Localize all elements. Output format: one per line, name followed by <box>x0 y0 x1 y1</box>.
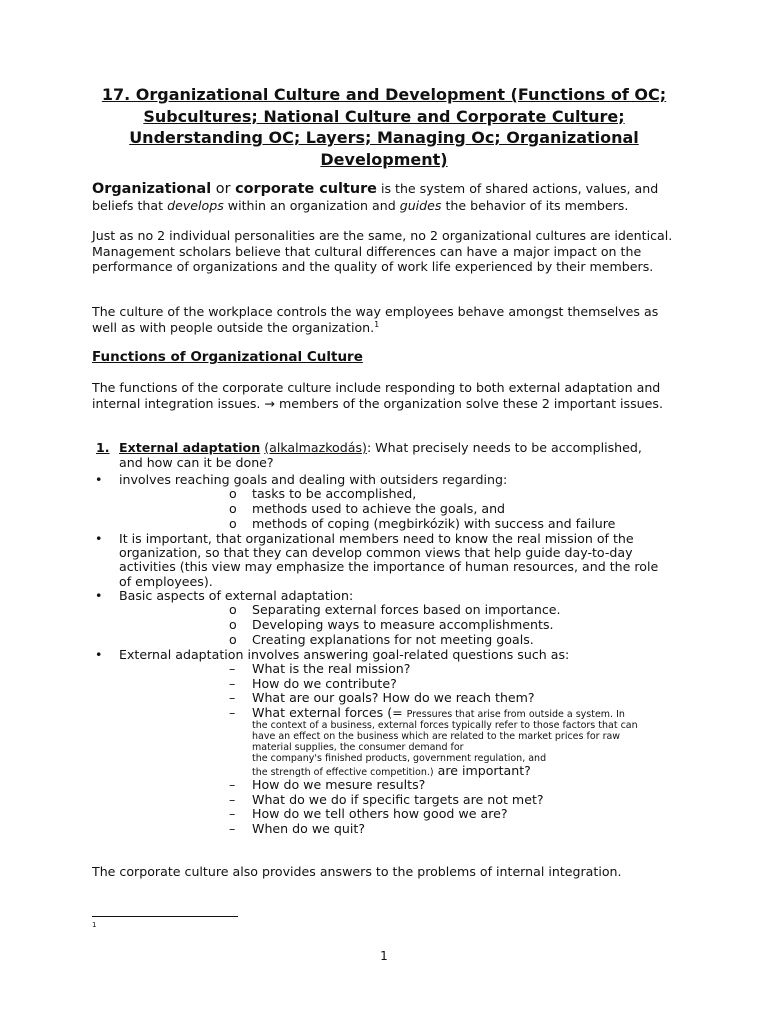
sub-item: Creating explanations for not meeting goals. <box>252 632 534 647</box>
forces-definition-line: the strength of effective competition.) <box>252 767 434 778</box>
question-item: When do we quit? <box>252 821 366 836</box>
bullet-text: External adaptation involves answering goal-related questions such as: <box>119 647 570 662</box>
workplace-paragraph <box>92 304 680 335</box>
bullet-text-line: It is important, that organizational members need to know the real mission of the <box>119 531 634 546</box>
bullet-marker: • <box>95 647 103 662</box>
bullet-text: Basic aspects of external adaptation: <box>119 588 354 603</box>
personalities-paragraph: Just as no 2 individual personalities are the same, no 2 organizational cultures are identical. Management scholars believe that cultural differences can have a major impact on the performance of organizations and the quality of work life experienced by their members. <box>92 228 673 275</box>
intro-text-3: the behavior of its members. <box>441 197 629 213</box>
workplace-text: The culture of the workplace controls the way employees behave amongst themselves as well as with people outside the organization. <box>92 304 659 335</box>
bullet-text-line: organization, so that they can develop common views that help guide day-to-day <box>119 545 633 560</box>
functions-paragraph: The functions of the corporate culture include responding to both external adaptation and internal integration issues. → members of the organization solve these 2 important issues. <box>92 380 663 411</box>
sub-marker: o <box>229 501 237 516</box>
footnote-separator <box>92 916 238 917</box>
dash-marker: – <box>229 806 236 821</box>
sub-item: Developing ways to measure accomplishments. <box>252 617 554 632</box>
numbered-item-line-1 <box>119 441 642 456</box>
footnote-marker: 1 <box>92 921 97 929</box>
dash-marker: – <box>229 705 236 720</box>
sub-marker: o <box>229 602 237 617</box>
sub-item: Separating external forces based on importance. <box>252 602 561 617</box>
intro-em-guides: guides <box>399 197 442 213</box>
question-item: What is the real mission? <box>252 661 411 676</box>
question-item: What do we do if specific targets are not met? <box>252 792 544 807</box>
bullet-text-line: of employees). <box>119 574 213 589</box>
forces-definition-line: material supplies, the consumer demand for <box>252 742 464 753</box>
term-external-adaptation: External adaptation <box>119 440 261 455</box>
intro-em-develops: develops <box>167 197 224 213</box>
question-item: How do we tell others how good we are? <box>252 806 508 821</box>
question-item: How do we mesure results? <box>252 777 426 792</box>
question-item: What are our goals? How do we reach them? <box>252 690 535 705</box>
footnote-reference[interactable]: 1 <box>374 319 380 329</box>
intro-text-1: is the system of shared actions, values, and beliefs that <box>92 181 659 213</box>
forces-definition-line: the context of a business, external forces typically refer to those factors that can <box>252 720 638 731</box>
numbered-item-text: : What precisely needs to be accomplished, <box>366 440 642 455</box>
page-number: 1 <box>380 949 388 963</box>
external-forces-question <box>252 706 625 721</box>
forces-definition-line: the company's finished products, government regulation, and <box>252 753 547 764</box>
internal-integration-paragraph: The corporate culture also provides answers to the problems of internal integration. <box>92 864 622 879</box>
dash-marker: – <box>229 690 236 705</box>
bullet-text: involves reaching goals and dealing with outsiders regarding: <box>119 472 508 487</box>
forces-definition-line: have an effect on the business which are related to the market prices for raw <box>252 731 621 742</box>
forces-tail: are important? <box>433 763 531 778</box>
numbered-item-line-2: and how can it be done? <box>119 455 274 470</box>
question-item: How do we contribute? <box>252 676 397 691</box>
sub-marker: o <box>229 486 237 501</box>
sub-marker: o <box>229 516 237 531</box>
dash-marker: – <box>229 777 236 792</box>
sub-item: methods of coping (megbirkózik) with success and failure <box>252 516 616 531</box>
forces-lead: What external forces (= <box>252 705 407 720</box>
bullet-marker: • <box>95 588 103 603</box>
forces-definition-line: Pressures that arise from outside a system. In <box>406 709 625 720</box>
bullet-marker: • <box>95 531 103 546</box>
page-title: 17. Organizational Culture and Development (Functions of OC; Subcultures; National Culture and Corporate Culture; Understanding OC; Layers; Managing Oc; Organizational Development) <box>101 85 667 169</box>
sub-marker: o <box>229 632 237 647</box>
bullet-text-line: activities (this view may emphasize the importance of human resources, and the role <box>119 559 659 574</box>
list-number: 1. <box>96 440 110 455</box>
dash-marker: – <box>229 792 236 807</box>
section-heading: Functions of Organizational Culture <box>92 349 363 365</box>
sub-marker: o <box>229 617 237 632</box>
bullet-marker: • <box>95 472 103 487</box>
dash-marker: – <box>229 821 236 836</box>
sub-item: methods used to achieve the goals, and <box>252 501 506 516</box>
term-corporate-culture: corporate culture <box>235 181 377 197</box>
sub-item: tasks to be accomplished, <box>252 486 417 501</box>
dash-marker: – <box>229 676 236 691</box>
intro-or: or <box>211 181 236 197</box>
intro-paragraph <box>92 181 680 213</box>
term-organizational: Organizational <box>92 181 212 197</box>
intro-text-2: within an organization and <box>223 197 400 213</box>
dash-marker: – <box>229 661 236 676</box>
hungarian-gloss: (alkalmazkodás) <box>264 440 367 455</box>
